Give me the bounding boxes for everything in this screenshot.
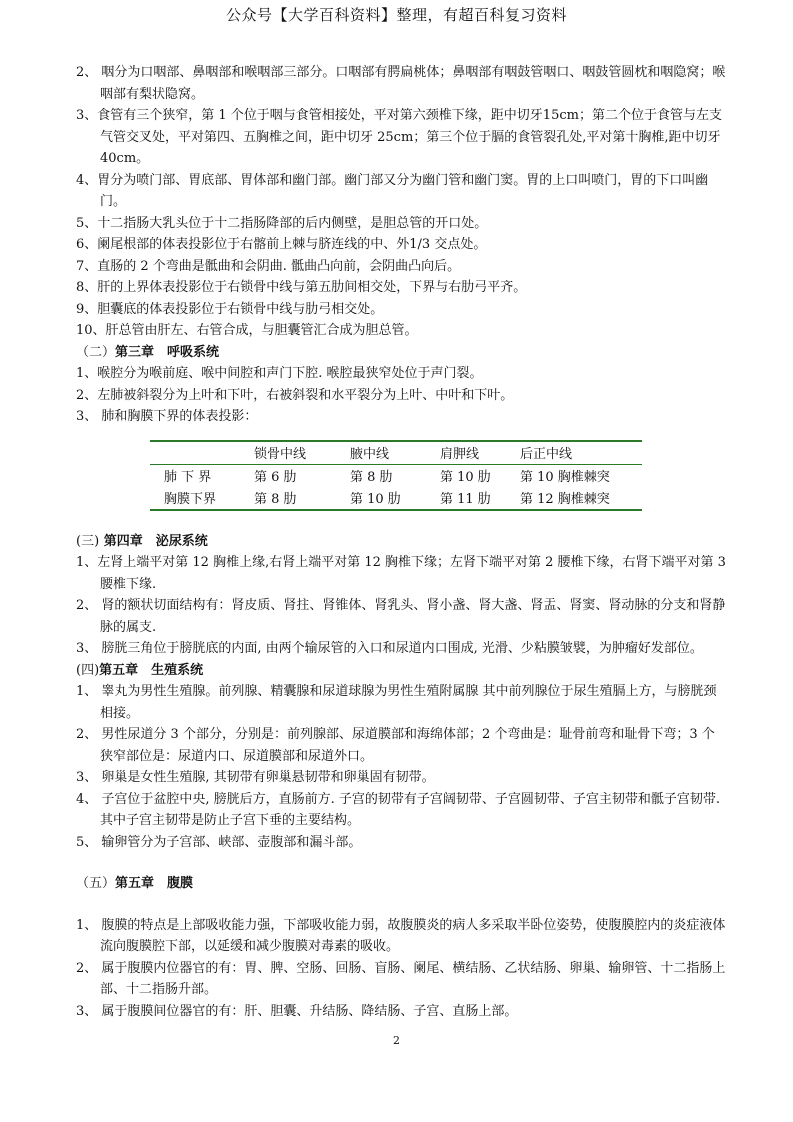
table-header-cell: 锁骨中线 [254,447,307,462]
page-header: 公众号【大学百科资料】整理，有超百科复习资料 [225,6,567,24]
table-cell: 第 10 肋 [350,492,401,507]
table-cell: 肺 下 界 [164,470,212,485]
table-cell: 第 10 胸椎棘突 [520,470,610,485]
table-row [150,464,642,487]
list-item: 4、胃分为喷门部、胃底部、胃体部和幽门部。幽门部又分为幽门管和幽门窦。胃的上口叫喷门，胃的下口叫幽门。 [76,172,709,209]
list-item: 10、肝总管由肝左、右管合成，与胆囊管汇合成为胆总管。 [76,323,418,338]
section-prefix: (四) [76,662,100,678]
list-item: 3、 卵巢是女性生殖腺, 其韧带有卵巢悬韧带和卵巢固有韧带。 [76,770,435,785]
section-title: 第五章 腹膜 [115,876,194,891]
section-prefix: （二） [76,344,116,360]
table-cell: 第 6 肋 [254,470,297,485]
list-item: 2、 男性尿道分 3 个部分，分别是：前列腺部、尿道膜部和海绵体部；2 个弯曲是：耻骨前弯和耻骨下弯；3 个狭窄部位是：尿道内口、尿道膜部和尿道外口。 [76,727,715,764]
list-item: 1、 睾丸为男性生殖腺。前列腺、精囊腺和尿道球腺为男性生殖附属腺 其中前列腺位于尿生殖膈上方，与膀胱颈相接。 [76,684,717,721]
list-item: 8、肝的上界体表投影位于右锁骨中线与第五肋间相交处，下界与右肋弓平齐。 [76,280,527,295]
table-row [150,487,642,510]
table-header-cell: 腋中线 [350,447,390,462]
pleura-lung-table [150,440,642,511]
list-item: 2、 咽分为口咽部、鼻咽部和喉咽部三部分。口咽部有腭扁桃体；鼻咽部有咽鼓管咽口、咽鼓管圆枕和咽隐窝；喉咽部有梨状隐窝。 [76,65,726,102]
section-heading-respiratory [76,342,726,364]
section-prefix: （五） [76,876,116,891]
list-item: 1、喉腔分为喉前庭、喉中间腔和声门下腔. 喉腔最狭窄处位于声门裂。 [76,366,483,381]
list-item: 5、 输卵管分为子宫部、峡部、壶腹部和漏斗部。 [76,834,362,850]
section-title: 第五章 生殖系统 [99,662,204,678]
table-cell: 第 10 肋 [440,470,491,485]
list-item: 5、十二指肠大乳头位于十二指肠降部的后内侧壁，是胆总管的开口处。 [76,215,488,231]
page-number: 2 [393,1034,400,1047]
list-item: 3、食管有三个狭窄，第 1 个位于咽与食管相接处，平对第六颈椎下缘，距中切牙15cm；第二个位于食管与左支气管交叉处，平对第四、五胸椎之间，距中切牙 25cm；第三个位于膈的食管裂孔处,平对第十胸椎,距中切牙 40cm。 [76,108,722,166]
table-header-row [150,441,642,465]
list-item: 1、 腹膜的特点是上部吸收能力强，下部吸收能力弱，故腹膜炎的病人多采取半卧位姿势，使腹膜腔内的炎症液体流向腹膜腔下部，以延缓和减少腹膜对毒素的吸收。 [76,917,726,954]
list-item: 1、左肾上端平对第 12 胸椎上缘,右肾上端平对第 12 胸椎下缘；左肾下端平对第 2 腰椎下缘，右肾下端平对第 3 腰椎下缘. [76,555,726,592]
section-heading-urinary [76,531,726,553]
list-item: 4、 子宫位于盆腔中央, 膀胱后方，直肠前方. 子宫的韧带有子宫阔韧带、子宫圆韧带、子宫主韧带和骶子宫韧带. 其中子宫主韧带是防止子宫下垂的主要结构。 [76,791,721,828]
section-prefix: (三) [76,533,100,549]
pleura-lung-table-wrapper [150,440,642,511]
section-title: 第四章 泌尿系统 [103,533,208,549]
list-item: 9、胆囊底的体表投影位于右锁骨中线与肋弓相交处。 [76,301,384,317]
list-item: 3、 膀胱三角位于膀胱底的内面, 由两个输尿管的入口和尿道内口围成, 光滑、少粘膜皱襞，为肿瘤好发部位。 [76,641,703,656]
digestive-list [76,62,726,342]
table-cell: 第 11 肋 [440,492,491,507]
section-heading-peritoneum [76,873,726,895]
section-heading-reproductive [76,660,726,682]
table-header-cell: 后正中线 [520,447,573,462]
table-cell: 第 8 肋 [254,492,297,507]
table-cell: 第 12 胸椎棘突 [520,492,610,507]
list-item: 2、左肺被斜裂分为上叶和下叶，右被斜裂和水平裂分为上叶、中叶和下叶。 [76,387,514,403]
table-header-cell: 肩胛线 [440,447,480,462]
list-item: 3、 属于腹膜间位器官的有：肝、胆囊、升结肠、降结肠、子宫、直肠上部。 [76,1003,518,1019]
list-item: 7、直肠的 2 个弯曲是骶曲和会阴曲. 骶曲凸向前，会阴曲凸向后。 [76,258,461,274]
list-item: 6、阑尾根部的体表投影位于右髂前上棘与脐连线的中、外1/3 交点处。 [76,237,487,252]
list-item: 2、 属于腹膜内位器官的有：胃、脾、空肠、回肠、盲肠、阑尾、横结肠、乙状结肠、卵巢、输卵管、十二指肠上部、十二指肠升部。 [76,960,726,997]
table-cell: 胸膜下界 [164,492,217,507]
list-item: 2、 肾的额状切面结构有：肾皮质、肾拄、肾锥体、肾乳头、肾小盏、肾大盏、肾盂、肾窦、肾动脉的分支和肾静脉的属支. [76,598,726,635]
document-body [76,62,726,1022]
table-cell: 第 8 肋 [350,470,393,485]
section-title: 第三章 呼吸系统 [115,344,220,360]
list-item: 3、 肺和胸膜下界的体表投影： [76,409,258,424]
table-header-cell [150,441,254,465]
